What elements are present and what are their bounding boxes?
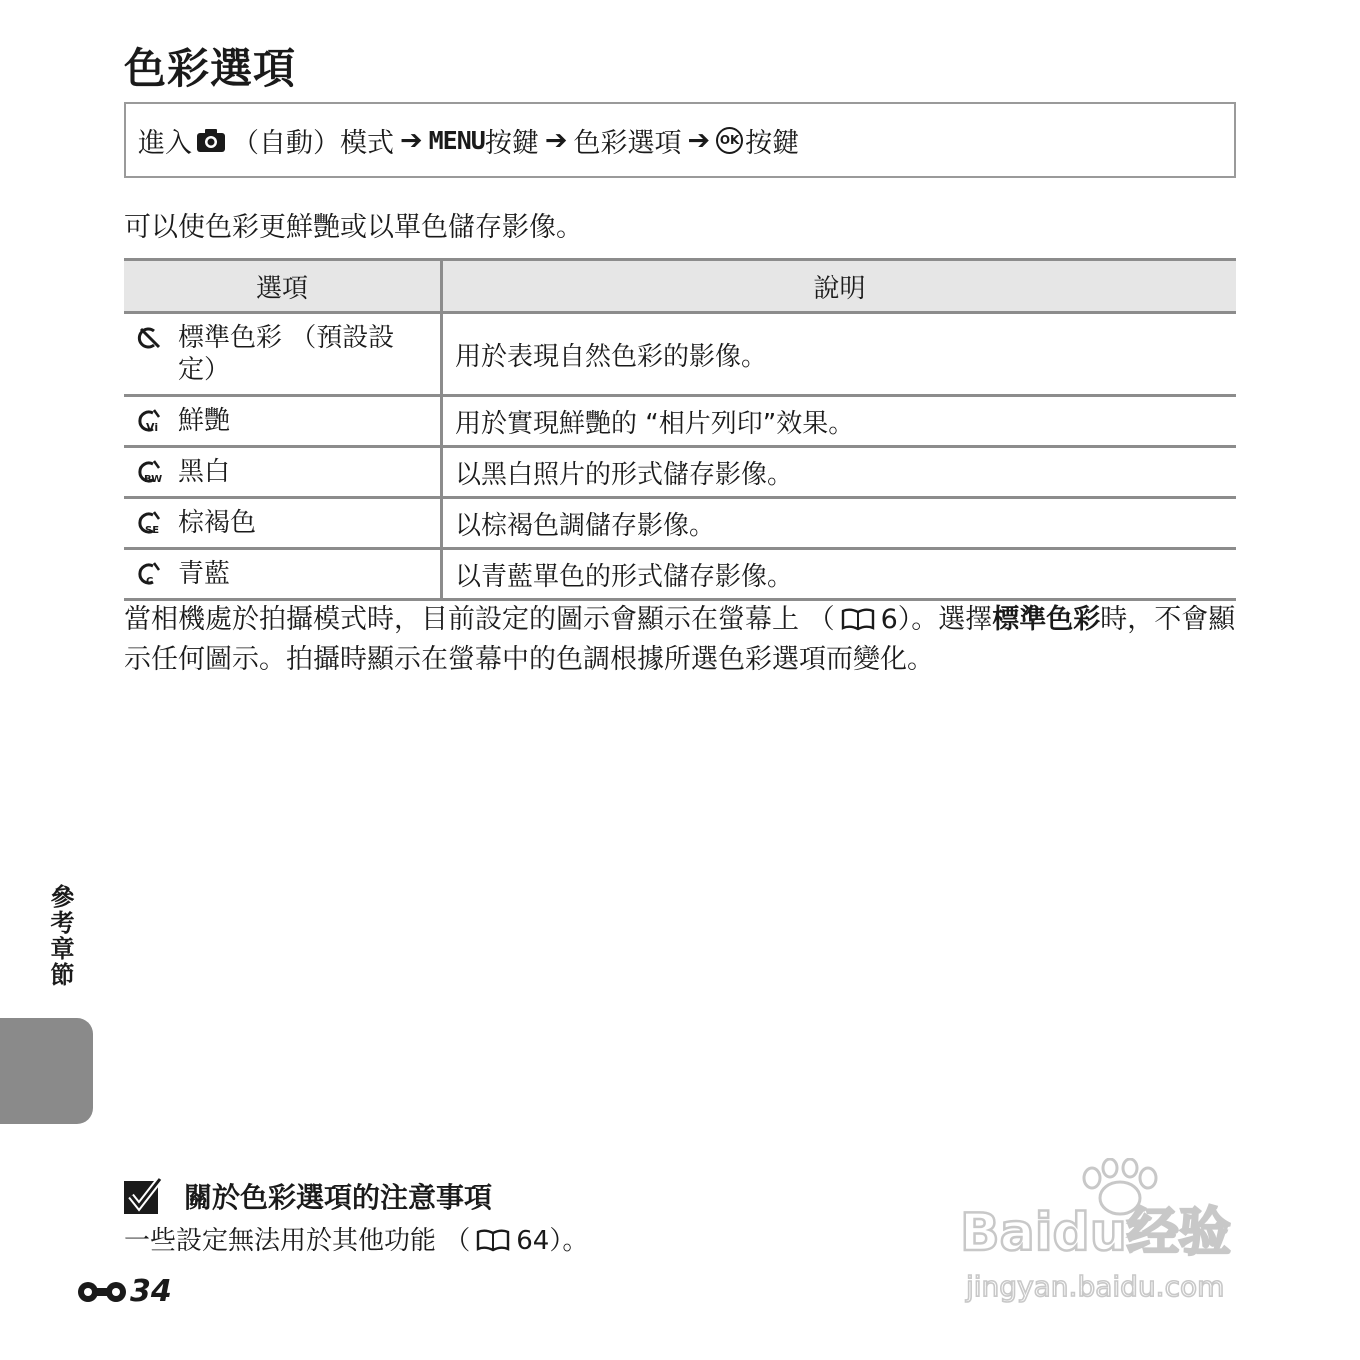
svg-text:C: C	[146, 576, 154, 587]
reference-section-icon	[76, 1279, 128, 1305]
menu-button-label: MENU	[428, 125, 485, 155]
option-cell	[124, 498, 442, 549]
book-reference-icon	[841, 607, 875, 631]
page-title: 色彩選項	[124, 44, 297, 93]
option-label: 黑白	[178, 457, 231, 487]
table-header-row	[124, 260, 1236, 313]
note-heading-text: 關於色彩選項的注意事項	[184, 1181, 493, 1214]
page-number-text: 34	[130, 1274, 172, 1309]
chapter-side-label: 參考章節	[46, 884, 74, 988]
svg-text:Vi: Vi	[146, 421, 159, 434]
menu-path-box	[124, 102, 1236, 178]
watermark-url: jingyan.baidu.com	[966, 1270, 1225, 1303]
option-cell	[124, 549, 442, 600]
svg-text:SE: SE	[145, 525, 160, 536]
chapter-tab	[0, 1018, 93, 1124]
description-cell: 用於表現自然色彩的影像。	[442, 313, 1237, 396]
option-cell	[124, 396, 442, 447]
description-cell: 以黑白照片的形式儲存影像。	[442, 447, 1237, 498]
table-row	[124, 396, 1236, 447]
arrow-icon: ➔	[687, 124, 711, 156]
watermark-brand: Baidu经验	[960, 1203, 1231, 1263]
sepia-icon	[136, 510, 162, 536]
vivid-color-icon	[136, 408, 162, 434]
path-button: 按鍵	[484, 127, 539, 159]
book-reference-icon	[476, 1228, 510, 1252]
table-row	[124, 313, 1236, 396]
ok-button-icon: OK	[716, 127, 743, 154]
header-description: 說明	[442, 260, 1237, 313]
intro-text: 可以使色彩更鮮艷或以單色儲存影像。	[124, 212, 583, 243]
description-cell: 用於實現鮮艷的 “相片列印”效果。	[442, 396, 1237, 447]
page-number	[76, 1274, 172, 1309]
camera-icon	[196, 127, 226, 153]
option-label: 鮮艷	[178, 406, 231, 436]
path-item: 色彩選項	[573, 127, 682, 159]
standard-color-term: 標準色彩	[992, 604, 1101, 635]
black-white-icon	[136, 459, 162, 485]
body-text: 時，不會顯示任何圖示。拍攝時顯示在螢幕中的色調根據所選色彩選項而變化。	[124, 604, 1236, 675]
header-option: 選項	[124, 260, 442, 313]
option-label: 棕褐色	[178, 508, 257, 538]
option-label: 標準色彩 （預設設定）	[178, 323, 395, 385]
body-paragraph	[124, 600, 1236, 680]
description-cell: 以青藍單色的形式儲存影像。	[442, 549, 1237, 600]
standard-color-icon	[136, 325, 162, 351]
option-cell	[124, 313, 442, 396]
path-ok-button: 按鍵	[745, 127, 800, 159]
note-text	[124, 1220, 588, 1257]
baidu-watermark	[960, 1158, 1280, 1308]
table-row	[124, 447, 1236, 498]
note-text-part: 一些設定無法用於其他功能 （	[124, 1226, 471, 1256]
note-heading	[124, 1176, 492, 1216]
reference-page-number[interactable]: 64	[516, 1226, 550, 1256]
arrow-icon: ➔	[400, 124, 423, 156]
option-label: 青藍	[178, 559, 231, 589]
reference-page-number[interactable]: 6	[880, 604, 898, 635]
cyanotype-icon	[136, 561, 162, 587]
body-text: 當相機處於拍攝模式時，目前設定的圖示會顯示在螢幕上 （	[124, 604, 835, 635]
color-options-table	[124, 258, 1236, 601]
description-cell: 以棕褐色調儲存影像。	[442, 498, 1237, 549]
checkmark-note-icon	[124, 1177, 166, 1215]
table-row	[124, 549, 1236, 600]
note-text-part: ）。	[549, 1226, 589, 1256]
path-mode: （自動）模式	[232, 127, 394, 159]
svg-text:BW: BW	[144, 474, 162, 485]
arrow-icon: ➔	[544, 124, 568, 156]
path-enter: 進入	[138, 127, 192, 159]
option-cell	[124, 447, 442, 498]
table-row	[124, 498, 1236, 549]
body-text: ）。選擇	[897, 604, 993, 635]
